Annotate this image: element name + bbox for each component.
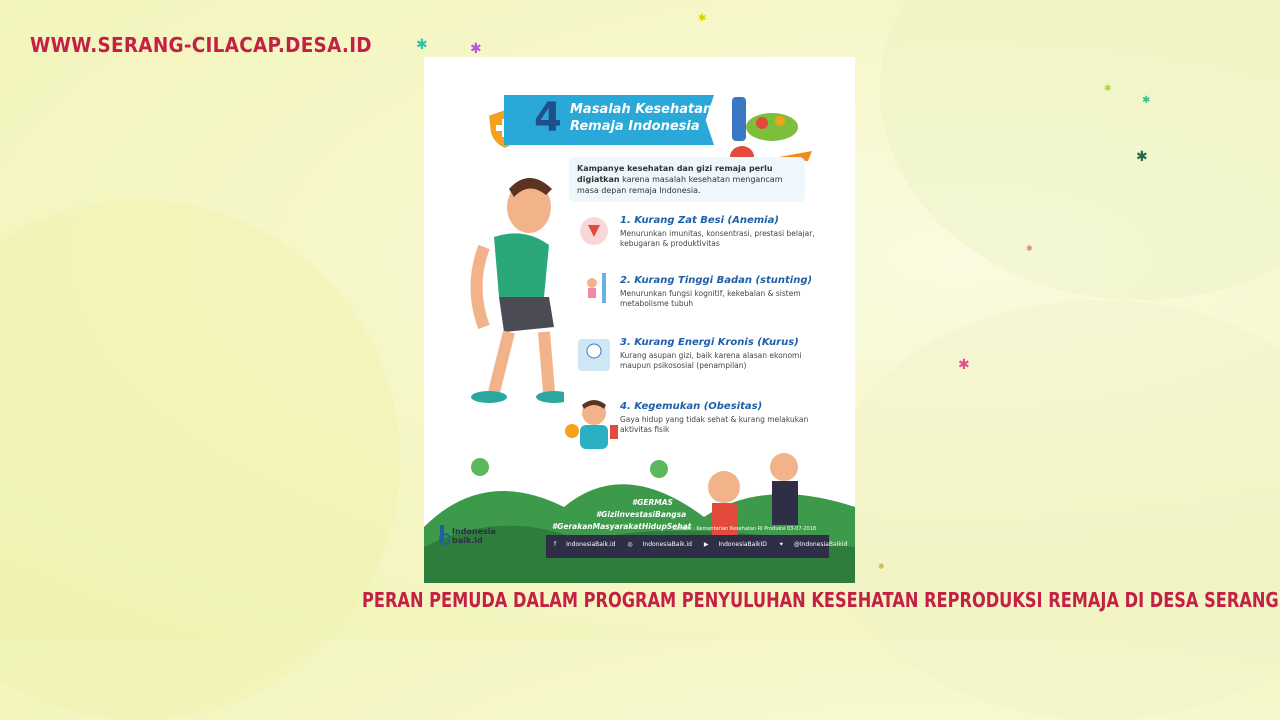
item-description: Kurang asupan gizi, baik karena alasan ekonomi maupun psikososial (penampilan) <box>620 351 802 370</box>
item-description: Menurunkan fungsi kognitif, kekebalan & sistem metabolisme tubuh <box>620 289 801 308</box>
star-icon: ✱ <box>1026 244 1033 253</box>
background-blob <box>820 300 1280 720</box>
social-twitter: @IndonesiaBaikid <box>793 541 848 548</box>
youtube-icon: ▶ <box>703 541 709 548</box>
teen-character-illustration <box>454 167 564 407</box>
background-blob <box>880 0 1280 300</box>
anemia-icon <box>576 211 612 247</box>
social-facebook: IndonesiaBaik.id <box>566 541 616 548</box>
hashtag: #GiziInvestasiBangsa <box>596 510 687 519</box>
item-title: 4. Kegemukan (Obesitas) <box>620 401 763 412</box>
star-icon: ✱ <box>1142 95 1151 106</box>
background-blob <box>0 200 400 720</box>
intro-rest: karena masalah kesehatan mengancam masa depan remaja Indonesia. <box>577 175 783 195</box>
star-icon: ✱ <box>958 357 970 373</box>
indonesiabaik-logo <box>438 525 450 545</box>
twitter-icon: ✦ <box>778 541 784 548</box>
hashtag: #GERMAS <box>632 498 673 507</box>
instagram-icon: ◎ <box>627 541 633 548</box>
page-title: PERAN PEMUDA DALAM PROGRAM PENYULUHAN KESEHATAN REPRODUKSI REMAJA DI DESA SERANG <box>362 588 1279 612</box>
social-links <box>554 541 855 548</box>
stunting-icon <box>576 269 612 305</box>
item-title: 3. Kurang Energi Kronis (Kurus) <box>620 337 799 348</box>
hashtags <box>552 497 691 533</box>
item-description: Menurunkan imunitas, konsentrasi, prestasi belajar, kebugaran & produktivitas <box>620 229 815 248</box>
brand-line: Indonesia <box>452 527 496 536</box>
source-note: Sumber : Kementerian Kesehatan RI Produksi 03-07-2018 <box>672 526 817 532</box>
star-icon: ✱ <box>1104 84 1112 94</box>
intro-text <box>569 157 805 202</box>
item-title: 1. Kurang Zat Besi (Anemia) <box>620 215 779 226</box>
list-item <box>620 401 820 435</box>
social-youtube: IndonesiaBaikID <box>718 541 767 548</box>
infographic-title: Masalah Kesehatan Remaja Indonesia <box>570 102 713 134</box>
list-item <box>620 275 820 309</box>
star-icon: ✱ <box>698 13 707 24</box>
facebook-icon: f <box>554 541 557 548</box>
brand-line: baik.id <box>452 536 483 545</box>
social-instagram: IndonesiaBaik.id <box>642 541 692 548</box>
hashtag: #GerakanMasyarakatHidupSehat <box>552 522 692 531</box>
infographic-image <box>424 57 855 583</box>
star-icon: ✱ <box>416 37 428 53</box>
item-title: 2. Kurang Tinggi Badan (stunting) <box>620 275 813 286</box>
item-description: Gaya hidup yang tidak sehat & kurang melakukan aktivitas fisik <box>620 415 809 434</box>
star-icon: ✱ <box>878 562 885 571</box>
title-number: 4 <box>534 95 562 141</box>
list-item <box>620 337 820 371</box>
intro-bold: Kampanye kesehatan dan gizi remaja perlu digiatkan <box>577 164 773 184</box>
site-url[interactable]: WWW.SERANG-CILACAP.DESA.ID <box>30 33 372 57</box>
list-item <box>620 215 820 249</box>
star-icon: ✱ <box>470 41 482 57</box>
scale-icon <box>576 337 612 373</box>
star-icon: ✱ <box>1136 149 1148 165</box>
brand-name <box>452 527 496 545</box>
